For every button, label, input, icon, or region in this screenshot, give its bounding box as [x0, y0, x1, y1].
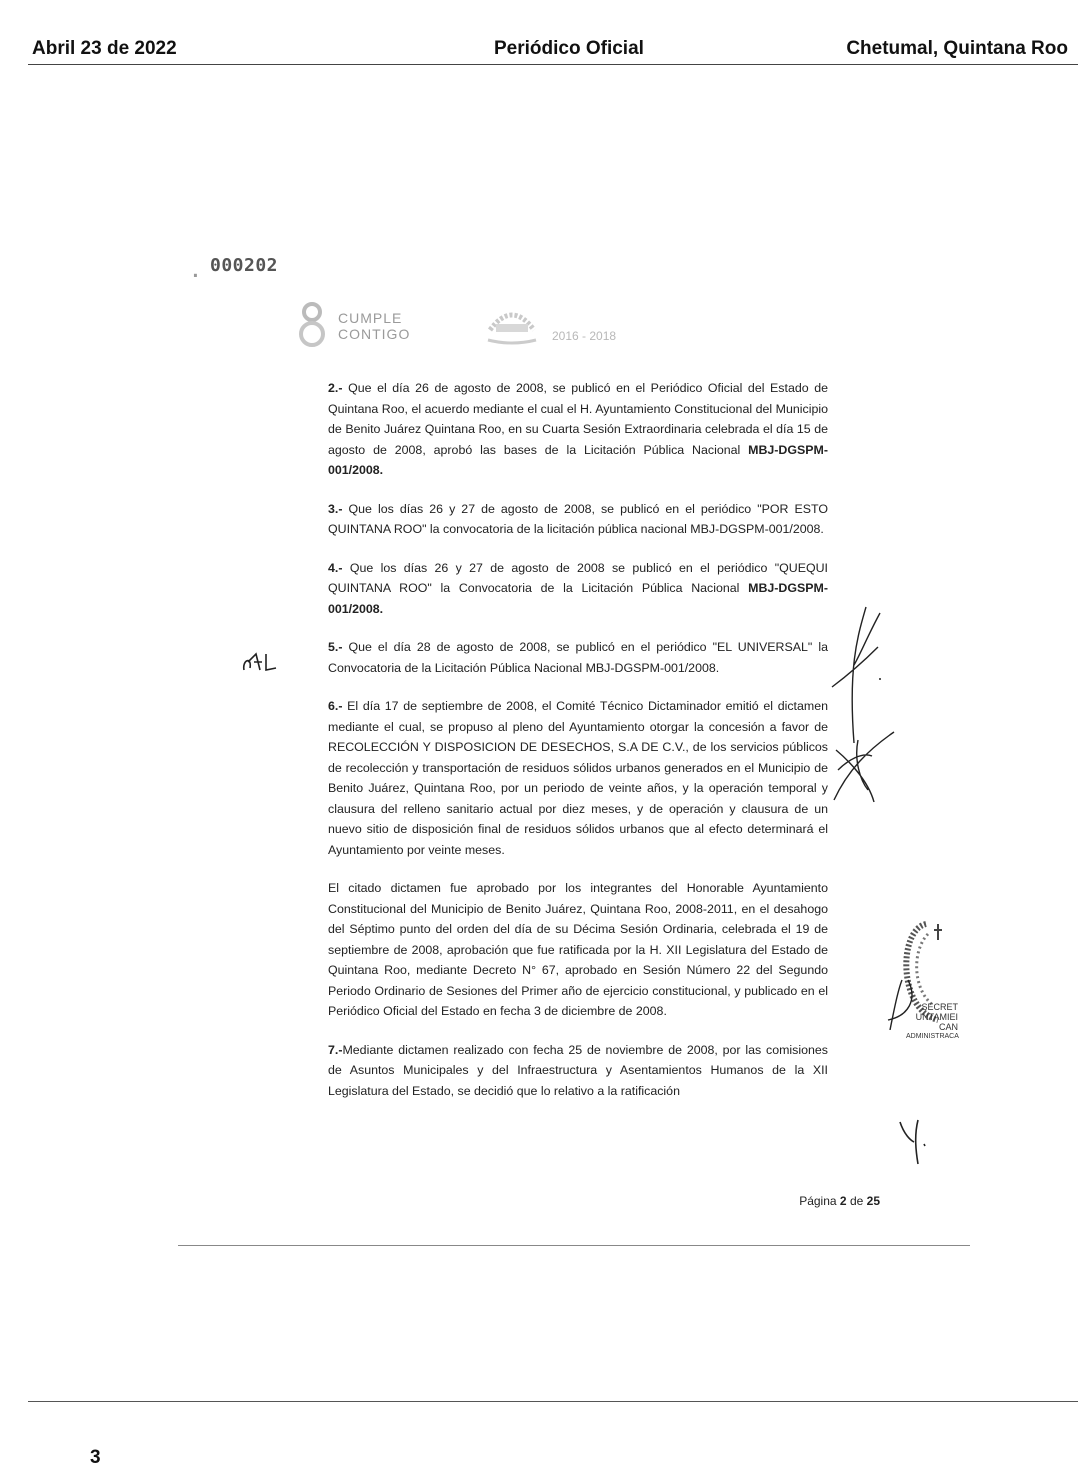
scanned-document [178, 250, 978, 1260]
paragraph-text: Que los días 26 y 27 de agosto de 2008 se publicó en el periódico "QUEQUI QUINTANA ROO" la Convocatoria de la Licitación Pública Nacional [328, 560, 828, 595]
header-location: Chetumal, Quintana Roo [846, 38, 1068, 59]
paragraph-number: 2.- [328, 381, 343, 395]
signature-mark [896, 1118, 930, 1168]
page-current: 2 [839, 1194, 847, 1208]
folio-stamp: . 000202 [210, 255, 278, 276]
seal-text-line: ADMINISTRACA [906, 1033, 959, 1040]
tender-number: MBJ-DGSPM-001/2008. [328, 442, 828, 477]
seal-text-line: UNTAMIEI [915, 1012, 958, 1022]
seal-text-line: CAN [938, 1022, 958, 1032]
administration-years: 2016 - 2018 [552, 329, 617, 343]
paragraph-text: El día 17 de septiembre de 2008, el Comité Técnico Dictaminador emitió el dictamen mediante el cual, se propuso al pleno del Ayuntamiento otorgar la concesión a favor de RECOLECCIÓN Y DISPOSICION DE DESECHOS, S.A DE C.V., de los servicios públicos de recolección y transportación de residuos sólidos urbanos generados en el Municipio de Benito Juárez, Quintana Roo, por un periodo de veinte años, y la operación temporal y clausura del relleno sanitario actual por diez meses, y de operación y clausura de un nuevo sitio de disposición final de residuos sólidos urbanos que al efecto determinará el Ayuntamiento por veinte meses. [328, 699, 828, 857]
document-body [328, 378, 828, 1119]
paragraph-text: Que los días 26 y 27 de agosto de 2008, se publicó en el periódico "POR ESTO QUINTANA ROO" la convocatoria de la licitación pública nacional MBJ-DGSPM-001/2008. [328, 501, 828, 536]
paragraph-number: 3.- [328, 501, 343, 516]
official-seal [878, 920, 960, 1090]
logo-line-1: CUMPLE [338, 310, 403, 326]
cumple-contigo-logo-icon [298, 300, 330, 350]
paragraph-text: Que el día 26 de agosto de 2008, se publicó en el Periódico Oficial del Estado de Quintana Roo, el acuerdo mediante el cual el H. Ayuntamiento Constitucional del Municipio de Benito Juárez Quintana Roo, en su Cuarta Sesión Extraordinaria celebrada el día 15 de agosto de 2008, aprobó las bases de la Licitación Pública Nacional [328, 381, 828, 457]
paragraph-number: 5.- [328, 640, 343, 654]
paragraph-text: Que el día 28 de agosto de 2008, se publicó en el periódico "EL UNIVERSAL" la Convocatoria de la Licitación Pública Nacional MBJ-DGSPM-001/2008. [328, 640, 828, 675]
paragraph-dictamen [328, 878, 828, 1022]
paragraph-7 [328, 1040, 828, 1102]
cumple-contigo-logo-text [338, 310, 410, 342]
paragraph-text: El citado dictamen fue aprobado por los integrantes del Honorable Ayuntamiento Constitucional del Municipio de Benito Juárez, Quintana Roo, 2008-2011, en el desahogo del Séptimo punto del orden del día de su Décima Sesión Ordinaria, celebrada el 19 de septiembre de 2008, aprobación que fue ratificada por la H. XII Legislatura del Estado de Quintana Roo, mediante Decreto N° 67, aprobado en Sesión Número 22 del Segundo Periodo Ordinario de Sesiones del Primer año de ejercicio constitucional, y publicado en el Periódico Oficial del Estado en fecha 3 de diciembre de 2008. [328, 881, 828, 1018]
footer-page-number: 3 [90, 1447, 101, 1468]
seal-text-line: SECRET [921, 1002, 958, 1012]
page-header [32, 38, 1072, 62]
header-rule [28, 64, 1078, 65]
header-publication: Periódico Oficial [494, 38, 644, 59]
margin-initials-signature [240, 650, 288, 674]
paragraph-5 [328, 637, 828, 678]
page-of: de [849, 1194, 864, 1208]
paragraph-2 [328, 378, 828, 481]
paragraph-4 [328, 558, 828, 620]
logo-line-2: CONTIGO [338, 326, 411, 342]
scan-bottom-rule [178, 1245, 970, 1246]
header-date: Abril 23 de 2022 [32, 38, 177, 59]
paragraph-number: 6.- [328, 699, 343, 713]
paragraph-6 [328, 696, 828, 860]
footer-rule [28, 1401, 1078, 1402]
page-total: 25 [866, 1194, 880, 1208]
signature-mark [828, 730, 908, 810]
municipal-emblem-icon [482, 300, 542, 348]
paragraph-number: 4.- [328, 560, 343, 575]
scan-page-number [799, 1194, 880, 1208]
paragraph-text: Mediante dictamen realizado con fecha 25 de noviembre de 2008, por las comisiones de Asuntos Municipales y del Infraestructura y Asentamientos Humanos de la XII Legislatura del Estado, se decidió que lo relativo a la ratificación [328, 1042, 828, 1098]
page-label: Página [799, 1194, 837, 1208]
paragraph-3 [328, 499, 828, 540]
tender-number: MBJ-DGSPM-001/2008. [328, 581, 828, 616]
paragraph-number: 7.- [328, 1042, 343, 1057]
signature-mark [828, 605, 888, 745]
